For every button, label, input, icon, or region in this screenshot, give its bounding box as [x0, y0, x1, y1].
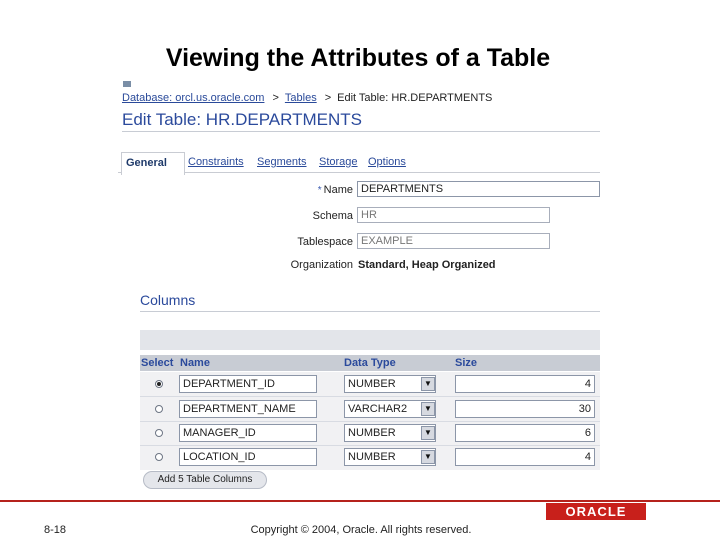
- dropdown-arrow-icon[interactable]: ▼: [421, 377, 435, 391]
- breadcrumb-marker: [123, 81, 131, 87]
- data-type-value: NUMBER: [348, 378, 396, 390]
- data-type-value: NUMBER: [348, 451, 396, 463]
- breadcrumb: [122, 92, 492, 104]
- dropdown-arrow-icon[interactable]: ▼: [421, 450, 435, 464]
- row-select-radio[interactable]: [155, 380, 163, 388]
- row-select-radio[interactable]: [155, 453, 163, 461]
- breadcrumb-current: Edit Table: HR.DEPARTMENTS: [337, 92, 493, 104]
- required-marker: *: [317, 185, 322, 196]
- add-table-columns-button[interactable]: Add 5 Table Columns: [143, 471, 267, 489]
- columns-toolbar-band: [140, 330, 600, 350]
- dropdown-arrow-icon[interactable]: ▼: [421, 402, 435, 416]
- size-input[interactable]: 4: [455, 375, 595, 393]
- column-name-input[interactable]: DEPARTMENT_ID: [179, 375, 317, 393]
- oracle-logo: ORACLE: [546, 503, 646, 520]
- organization-label: Organization: [290, 259, 353, 271]
- row-select-radio[interactable]: [155, 405, 163, 413]
- breadcrumb-separator: >: [324, 92, 332, 104]
- dropdown-arrow-icon[interactable]: ▼: [421, 426, 435, 440]
- schema-label: Schema: [312, 210, 353, 222]
- columns-divider: [140, 311, 600, 312]
- size-input[interactable]: 4: [455, 448, 595, 466]
- heading-divider: [122, 131, 600, 132]
- tab-general[interactable]: General: [126, 157, 167, 169]
- header-name: Name: [180, 357, 210, 369]
- table-name-field[interactable]: DEPARTMENTS: [357, 181, 600, 197]
- schema-field[interactable]: HR: [357, 207, 550, 223]
- slide-number: 8-18: [44, 524, 67, 536]
- tab-segments[interactable]: Segments: [257, 156, 307, 168]
- data-type-value: VARCHAR2: [348, 403, 408, 415]
- tablespace-field[interactable]: EXAMPLE: [357, 233, 550, 249]
- breadcrumb-separator: >: [272, 92, 279, 104]
- header-data-type: Data Type: [344, 357, 396, 369]
- copyright-notice: Copyright © 2004, Oracle. All rights reserved.: [250, 524, 472, 536]
- tab-constraints[interactable]: Constraints: [188, 156, 244, 168]
- columns-heading: Columns: [140, 292, 196, 308]
- size-input[interactable]: 30: [455, 400, 595, 418]
- row-select-radio[interactable]: [155, 429, 163, 437]
- data-type-value: NUMBER: [348, 427, 396, 439]
- tab-options[interactable]: Options: [368, 156, 406, 168]
- column-name-input[interactable]: DEPARTMENT_NAME: [179, 400, 317, 418]
- column-name-input[interactable]: MANAGER_ID: [179, 424, 317, 442]
- tablespace-label: Tablespace: [297, 236, 353, 248]
- breadcrumb-database-link[interactable]: Database: orcl.us.oracle.com: [122, 92, 265, 104]
- column-name-input[interactable]: LOCATION_ID: [179, 448, 317, 466]
- header-size: Size: [455, 357, 478, 369]
- organization-value: Standard, Heap Organized: [358, 259, 496, 271]
- size-input[interactable]: 6: [455, 424, 595, 442]
- header-select: Select: [141, 357, 174, 369]
- slide-title: Viewing the Attributes of a Table: [165, 44, 551, 72]
- name-label-text: Name: [323, 184, 353, 196]
- page-title: Edit Table: HR.DEPARTMENTS: [122, 110, 362, 129]
- name-label: [233, 184, 353, 196]
- tab-storage[interactable]: Storage: [319, 156, 358, 168]
- breadcrumb-tables-link[interactable]: Tables: [284, 92, 317, 104]
